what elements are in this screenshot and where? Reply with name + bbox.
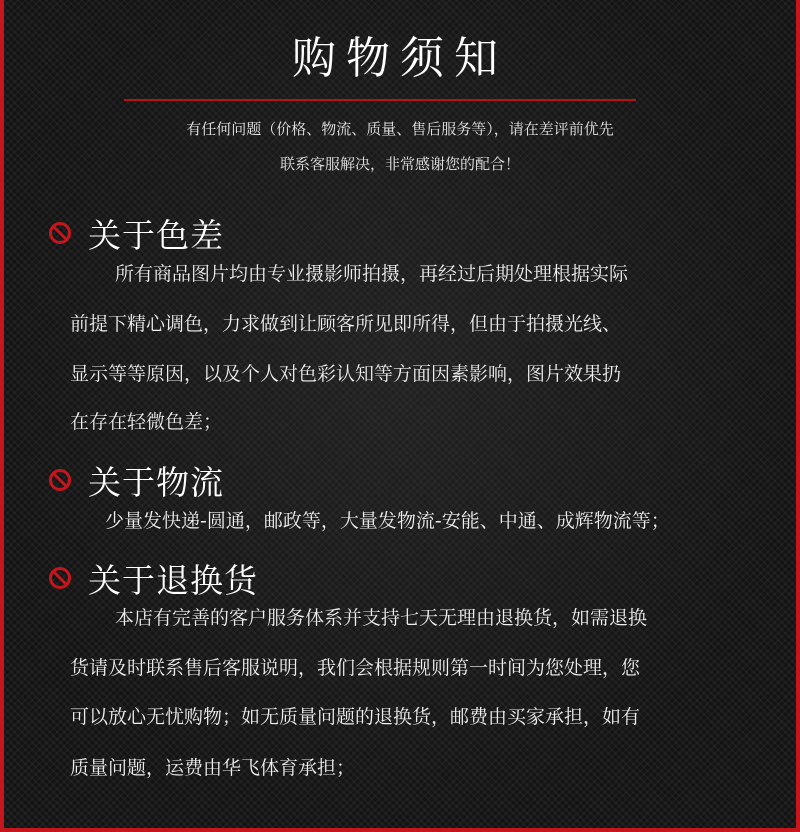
intro-line-2: 联系客服解决，非常感谢您的配合！ <box>279 155 520 173</box>
section-title-logistics: 关于物流 <box>88 462 224 502</box>
returns-line-1: 本店有完善的客户服务体系并支持七天无理由退换货，如需退换 <box>115 607 648 629</box>
color-difference-line-1: 所有商品图片均由专业摄影师拍摄，再经过后期处理根据实际 <box>115 263 629 285</box>
prohibited-icon <box>48 468 72 492</box>
title-divider <box>124 99 636 101</box>
intro-line-1: 有任何问题（价格、物流、质量、售后服务等），请在差评前优先 <box>186 120 614 138</box>
returns-line-4: 质量问题，运费由华飞体育承担； <box>70 757 356 779</box>
returns-line-3: 可以放心无忧购物；如无质量问题的退换货，邮费由买家承担，如有 <box>70 706 641 728</box>
color-difference-line-4: 在存在轻微色差； <box>70 411 223 433</box>
bottom-red-border <box>0 828 800 832</box>
color-difference-line-3: 显示等等原因，以及个人对色彩认知等方面因素影响，图片效果扔 <box>70 363 622 385</box>
page-title: 购物须知 <box>292 33 508 84</box>
section-color-difference-header <box>48 213 224 253</box>
section-title-color-difference: 关于色差 <box>88 215 224 255</box>
logistics-line-1: 少量发快递-圆通，邮政等，大量发物流-安能、中通、成辉物流等； <box>105 510 670 532</box>
section-returns-header <box>48 558 258 598</box>
prohibited-icon <box>48 566 72 590</box>
returns-line-2: 货请及时联系售后客服说明，我们会根据规则第一时间为您处理，您 <box>70 657 641 679</box>
section-logistics-header <box>48 460 224 500</box>
prohibited-icon <box>48 221 72 245</box>
color-difference-line-2: 前提下精心调色，力求做到让顾客所见即所得，但由于拍摄光线、 <box>70 313 622 335</box>
section-title-returns: 关于退换货 <box>88 560 258 600</box>
